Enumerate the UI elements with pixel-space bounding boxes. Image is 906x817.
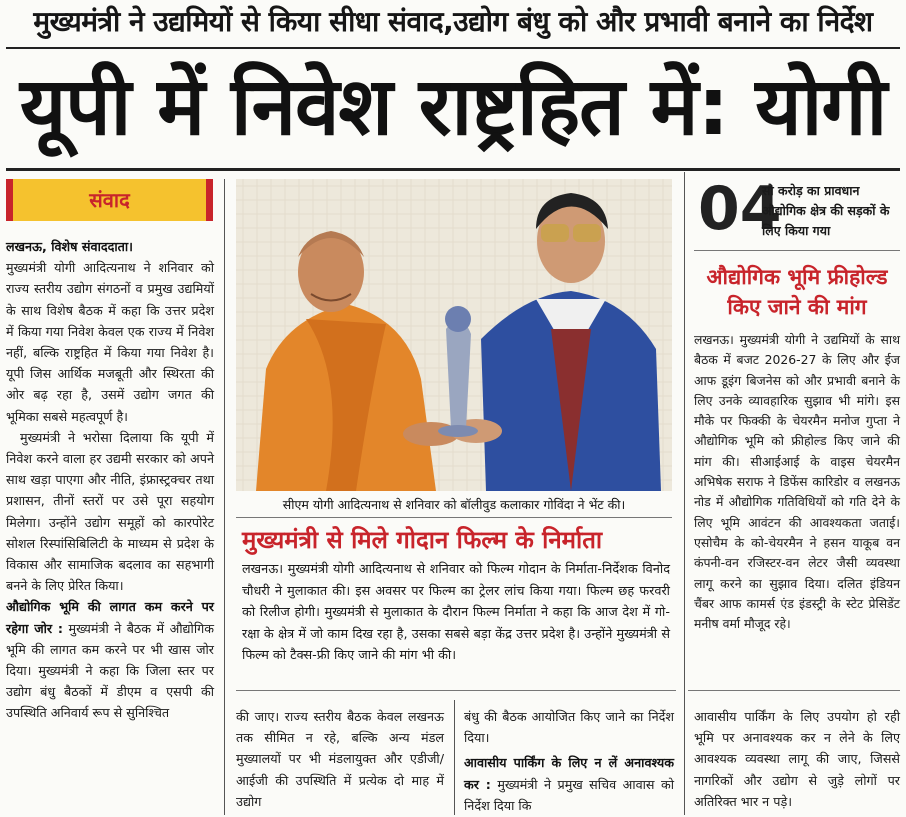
photo-illustration xyxy=(236,179,672,491)
headline-rule xyxy=(6,168,900,171)
caption-rule xyxy=(236,517,672,518)
column-divider-3 xyxy=(684,172,685,815)
center-story-headline: मुख्यमंत्री से मिले गोदान फिल्म के निर्माता xyxy=(242,526,603,554)
news-photo xyxy=(236,179,672,491)
stat-number: 04 xyxy=(698,174,782,244)
left-subhead: औद्योगिक भूमि की लागत कम करने पर रहेगा जोर : xyxy=(6,599,214,636)
bottom-column-2: की जाए। राज्य स्तरीय बैठक केवल लखनऊ तक सीमित न रहे, बल्कि अन्य मंडल मुख्यालयों पर भी मंडलायुक्त और एडीजी/आईजी की उपस्थिति में प्रत्येक दो माह में उद्योग xyxy=(236,709,444,809)
left-paragraph-3: मुख्यमंत्री ने बैठक में औद्योगिक भूमि की लागत कम करने पर भी खास जोर दिया। मुख्यमंत्री ने कहा कि जिला स्तर पर उद्योग बंधु बैठकों में डीएम व एसपी की उपस्थिति अनिवार्य रूप से सुनिश्चित xyxy=(6,620,214,721)
photo-caption: सीएम योगी आदित्यनाथ से शनिवार को बॉलीवुड कलाकार गोविंदा ने भेंट की। xyxy=(282,497,626,512)
col3-body: मुख्यमंत्री ने प्रमुख सचिव आवास को निर्देश दिया कि xyxy=(464,776,674,813)
left-paragraph-2: मुख्यमंत्री ने भरोसा दिलाया कि यूपी में निवेश करने वाला हर उद्यमी सरकार को अपने साथ खड़ा पाएगा और नीति, इंफ्रास्ट्रक्चर तथा प्रशासन, तीनों स्तरों पर उसे पूरा सहयोग मिलेगा। उन्होंने उद्योग समूहों को कारपोरेट सोशल रिस्पांसिबिलिटी के माध्यम से प्रदेश के विकास और सामाजिक बदलाव का सहभागी बनने के लिए प्रेरित किया। xyxy=(6,429,214,594)
col3-subhead: आवासीय पार्किंग के लिए न लें अनावश्यक कर : xyxy=(464,755,674,792)
dateline: लखनऊ, विशेष संवाददाता। xyxy=(6,239,133,254)
left-paragraph-1: मुख्यमंत्री योगी आदित्यनाथ ने शनिवार को राज्य स्तरीय उद्योग संगठनों व प्रमुख उद्यमियों के साथ विशेष बैठक में कहा कि उत्तर प्रदेश में किया गया निवेश केवल एक राज्य में निवेश नहीं, बल्कि राष्ट्रहित में किया गया निवेश है। यूपी जिस आर्थिक मजबूती और स्थिरता की ओर बढ़ रहा है, उसमें उद्योग जगत की भूमिका सबसे महत्वपूर्ण है। xyxy=(6,260,214,424)
sidebar-headline: औद्योगिक भूमि फ्रीहोल्ड किए जाने की मांग xyxy=(706,265,888,319)
stat-description: सौ करोड़ का प्रावधान औद्योगिक क्षेत्र की सड़कों के लिए किया गया xyxy=(762,183,890,238)
kicker-rule xyxy=(6,47,900,49)
bottom-column-3 xyxy=(464,706,674,816)
bottom-column-4: आवासीय पार्किंग के लिए उपयोग हो रही भूमि पर अनावश्यक कर न लेने के लिए आवश्यक व्यवस्था लागू की जाए, जिससे नागरिकों और उद्योग से जुड़े लोगों पर अतिरिक्त भार न पड़े। xyxy=(694,709,900,809)
center-bottom-rule xyxy=(236,690,676,691)
main-headline: यूपी में निवेश राष्ट्रहित में: योगी xyxy=(19,60,887,153)
sidebar-rule xyxy=(694,250,900,251)
sidebar-bottom-rule xyxy=(688,690,900,691)
kicker-headline: मुख्यमंत्री ने उद्यमियों से किया सीधा संवाद,उद्योग बंधु को और प्रभावी बनाने का निर्देश xyxy=(33,5,873,38)
column-divider-2 xyxy=(454,700,455,815)
section-tag: संवाद xyxy=(6,179,213,221)
column-divider-1 xyxy=(224,179,225,815)
center-story-body: लखनऊ। मुख्यमंत्री योगी आदित्यनाथ से शनिवार को फिल्म गोदान के निर्माता-निर्देशक विनोद चौधरी ने मुलाकात की। इस अवसर पर फिल्म का ट्रेलर लांच किया गया। फिल्म छह फरवरी को रिलीज होगी। मुख्यमंत्री से मुलाकात के दौरान फिल्म निर्माता ने कहा कि आज देश में गो-रक्षा के क्षेत्र में जो काम दिख रहा है, उसका सबसे बड़ा केंद्र उत्तर प्रदेश है। उन्होंने मुख्यमंत्री से फिल्म को टैक्स-फ्री किए जाने की मांग भी की। xyxy=(242,562,670,663)
left-column xyxy=(6,236,214,724)
sidebar-body: लखनऊ। मुख्यमंत्री योगी ने उद्यमियों के साथ बैठक में बजट 2026-27 के लिए और ईज आफ डूइंग बिजनेस को और प्रभावी बनाने के लिए उनके व्यावहारिक सुझाव भी मांगे। इस मौके पर फिक्की के चेयरमैन मनोज गुप्ता ने औद्योगिक भूमि को फ्रीहोल्ड किए जाने की मांग की। सीआईआई के वाइस चेयरमैन अभिषेक सराफ ने डिफेंस कारिडोर व लखनऊ नोड में औद्योगिक गतिविधियों को गति देने के लिए भूमि आवंटन की आवश्यकता जताई। एसोचैम के को-चेयरमैन ने हसन याकूब वन कंपनी-वन रजिस्टर-वन लेटर जैसी व्यवस्था लागू करने का सुझाव दिया। दलित इंडियन चैंबर आफ कामर्स एंड इंडस्ट्री के स्टेट प्रेसिडेंट मनीष वर्मा मौजूद रहे। xyxy=(694,332,900,632)
col3-intro: बंधु की बैठक आयोजित किए जाने का निर्देश दिया। xyxy=(464,709,674,746)
